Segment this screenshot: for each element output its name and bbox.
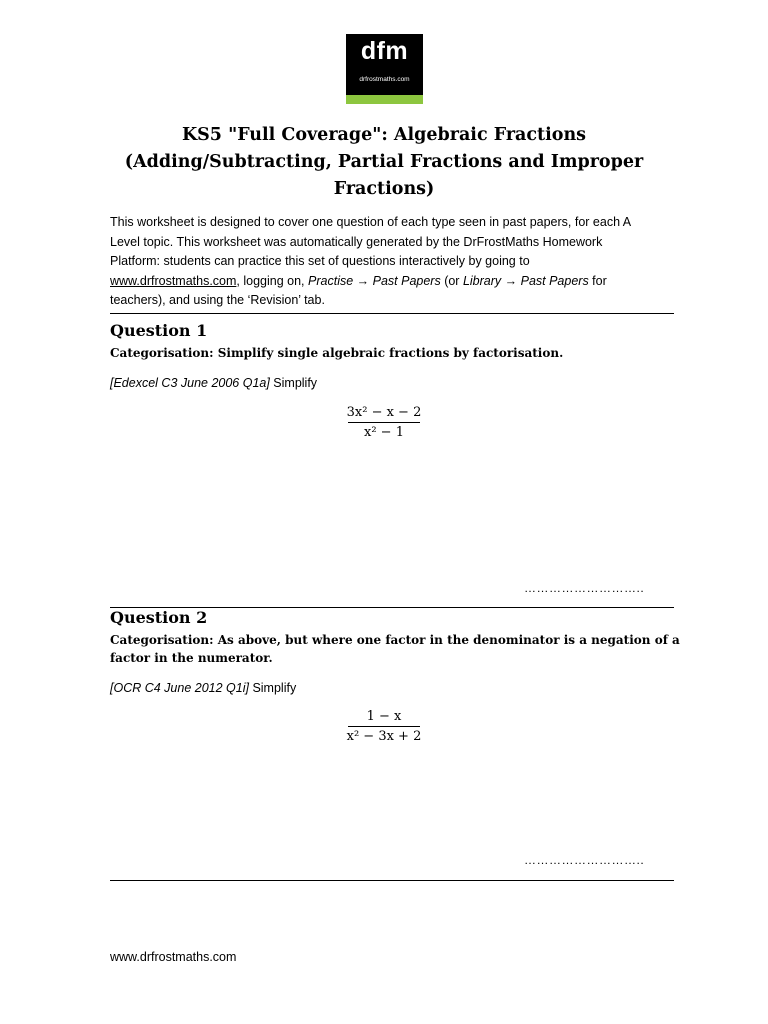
divider <box>110 880 674 881</box>
title-line-2: (Adding/Subtracting, Partial Fractions and Improper <box>124 152 644 172</box>
logo-subtext: drfrostmaths.com <box>359 76 410 83</box>
categorisation-line-2: factor in the numerator. <box>110 651 273 665</box>
library-path: Library → Past Papers <box>462 273 589 288</box>
intro-text: , logging on, <box>236 273 309 288</box>
intro-line-2: Level topic. This worksheet was automatically generated by the DrFrostMaths Homework <box>110 234 603 249</box>
title-line-3: Fractions) <box>333 179 435 199</box>
intro-paragraph <box>110 213 676 311</box>
question-2-instruction: Simplify <box>248 681 297 695</box>
categorisation-text: Categorisation: Simplify single algebraic fractions by factorisation. <box>110 346 564 360</box>
question-1-heading: Question 1 <box>110 321 208 340</box>
intro-line-3: Platform: students can practice this set of questions interactively by going to <box>110 254 530 268</box>
question-2-reference: [OCR C4 June 2012 Q1i] <box>110 681 249 695</box>
intro-text: for <box>588 273 607 288</box>
intro-line-1: This worksheet is designed to cover one question of each type seen in past papers, for each A <box>110 215 632 229</box>
divider <box>110 313 674 314</box>
question-1-answer-line[interactable]: ……………………….. <box>524 581 645 595</box>
question-2-numerator: 1 − x <box>366 709 402 724</box>
worksheet-title <box>110 122 658 203</box>
intro-line-4 <box>110 272 676 292</box>
question-2-denominator: x² − 3x + 2 <box>346 729 422 744</box>
question-1-reference: [Edexcel C3 June 2006 Q1a] <box>110 376 270 390</box>
footer-url[interactable]: www.drfrostmaths.com <box>110 950 237 964</box>
categorisation-line-1: Categorisation: As above, but where one factor in the denominator is a negation of a <box>110 633 680 647</box>
logo-accent-bar <box>346 95 423 104</box>
question-2-heading: Question 2 <box>110 608 208 627</box>
question-1-numerator: 3x² − x − 2 <box>346 405 422 420</box>
practise-path: Practise → Past Papers <box>308 273 441 288</box>
intro-line-5: teachers), and using the ‘Revision’ tab. <box>110 293 325 307</box>
drfrostmaths-link[interactable]: www.drfrostmaths.com <box>110 273 237 288</box>
question-2-answer-line[interactable]: ……………………….. <box>524 853 645 867</box>
question-1-fraction <box>334 405 434 440</box>
logo-text: dfm <box>360 37 409 65</box>
question-2-fraction <box>334 709 434 744</box>
question-1-source <box>110 376 317 390</box>
intro-text: (or <box>440 273 463 288</box>
question-2-categorisation <box>110 631 680 667</box>
question-1-instruction: Simplify <box>269 376 318 390</box>
question-1-denominator: x² − 1 <box>364 425 404 440</box>
question-2-source <box>110 681 296 695</box>
question-1-categorisation <box>110 344 674 362</box>
title-line-1: KS5 "Full Coverage": Algebraic Fractions <box>181 125 587 145</box>
dfm-logo <box>346 34 423 104</box>
